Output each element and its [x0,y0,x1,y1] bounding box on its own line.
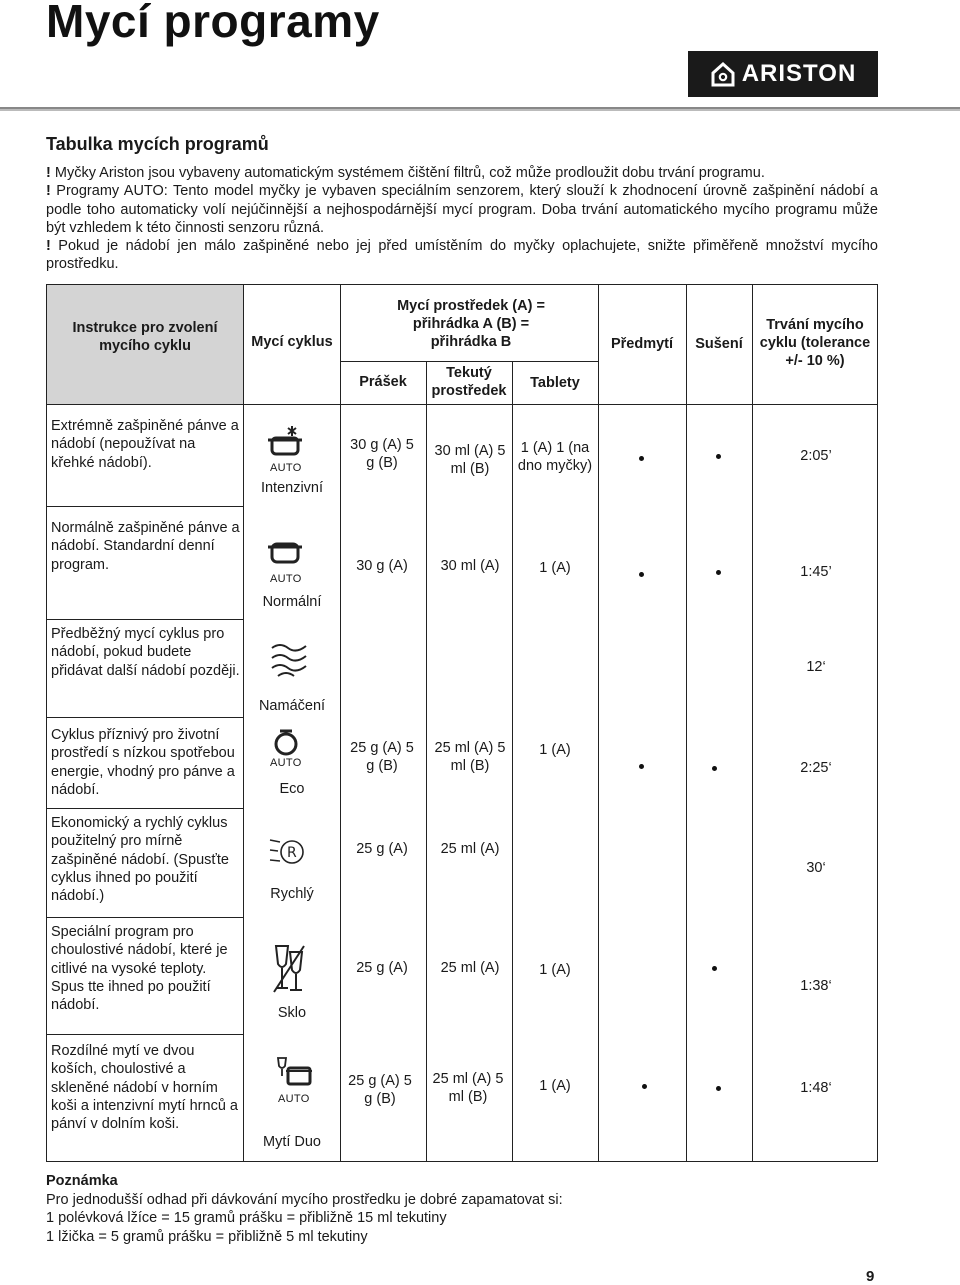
table-rule [46,808,243,809]
powder-dose: 25 g (A) [356,841,408,857]
cycle-name: Intenzivní [260,480,324,496]
table-rule [752,284,753,1162]
row-description: Cyklus příznivý pro životní prostředí s nízkou spotřebou energie, vhodný pro pánve a nádobí. [51,727,235,798]
auto-label: AUTO [270,462,302,474]
intro-paragraph [46,237,878,274]
header-liquid: Tekutý prostředek [431,365,507,399]
cycle-name: Rychlý [270,886,314,902]
note-title: Poznámka [46,1173,118,1189]
row-description: Normálně zašpiněné pánve a nádobí. Standardní denní program. [51,520,240,573]
liquid-dose: 25 ml (A) [440,841,500,857]
table-rule [46,1034,243,1035]
table-rule [686,284,687,1162]
intro-text [46,164,878,274]
note-line: 1 lžička = 5 gramů prášku = přibližně 5 ml tekutiny [46,1228,368,1245]
intro-text-3: Pokud je nádobí jen málo zašpiněné nebo jej před umístěním do myčky oplachujete, snižte přiměřeně množství mycího prostředku. [46,238,878,273]
table-rule [512,361,513,1162]
intensive-pot-icon [266,424,306,460]
table-rule [46,404,878,405]
intro-text-2: Programy AUTO: Tento model myčky je vybaven speciálním senzorem, který slouží k zhodnocení úrovně zašpinění nádobí a podle toho automaticky volí nejúčinnější a nejhospodárnější mycí program. Doba trvání automatického mycího programu může být vzhledem k této činnosti senzoru různá. [46,183,878,236]
prewash-dot [639,572,644,577]
section-title: Tabulka mycích programů [46,134,269,154]
duo-wash-icon [274,1056,318,1090]
table-rule [340,284,341,1162]
cycle-name: Mytí Duo [262,1134,321,1150]
liquid-dose: 25 ml (A) 5 ml (B) [432,1071,504,1106]
page-number: 9 [866,1268,875,1285]
table-rule [46,1161,878,1162]
powder-dose: 30 g (A) [356,558,408,574]
cycle-name: Normální [262,594,322,610]
powder-dose: 25 g (A) [356,960,408,976]
header-powder: Prášek [359,374,407,390]
powder-dose: 25 g (A) 5 g (B) [350,740,414,775]
powder-dose: 25 g (A) 5 g (B) [348,1073,412,1108]
drying-dot [712,766,717,771]
programs-table [46,284,878,1162]
drying-dot [712,966,717,971]
auto-label: AUTO [278,1093,310,1105]
drying-dot [716,570,721,575]
duration: 12‘ [806,659,826,675]
liquid-dose: 30 ml (A) 5 ml (B) [434,443,506,478]
row-description: Předběžný mycí cyklus pro nádobí, pokud budete přidávat další nádobí později. [51,626,240,679]
table-rule [877,284,878,1162]
glass-icon [272,944,306,994]
header-drying: Sušení [695,336,743,352]
header-duration: Trvání mycího cyklu (tolerance +/- 10 %) [759,317,871,369]
page-title: Mycí programy [46,0,380,47]
auto-label: AUTO [270,573,302,585]
eco-pot-icon [270,726,302,758]
warning-mark: ! [46,238,51,255]
liquid-dose: 25 ml (A) [440,960,500,976]
intro-paragraph [46,182,878,237]
drying-dot [716,1086,721,1091]
header-cycle: Mycí cyklus [251,334,333,350]
table-rule [46,284,878,285]
table-rule [426,361,427,1162]
note-line: 1 polévková lžíce = 15 gramů prášku = přibližně 15 ml tekutiny [46,1210,447,1226]
duration: 30‘ [806,860,826,876]
header-divider [0,107,960,111]
row-description: Speciální program pro choulostivé nádobí, které je citlivé na vysoké teploty. Spus tte ihned po použití nádobí. [51,924,228,1014]
tablets-dose: 1 (A) [539,742,571,758]
liquid-dose: 25 ml (A) 5 ml (B) [434,740,506,775]
tablets-dose: 1 (A) [539,962,571,978]
row-description: Ekonomický a rychlý cyklus použitelný pro mírně zašpiněné nádobí. (Spusťte cyklus ihned po použití nádobí.) [51,815,229,905]
tablets-dose: 1 (A) 1 (na dno myčky) [517,440,593,475]
drying-dot [716,454,721,459]
house-logo-icon [710,61,736,87]
tablets-dose: 1 (A) [539,1078,571,1094]
table-rule [243,284,244,1162]
svg-text:R: R [287,845,297,861]
header-tablets: Tablety [530,375,580,391]
table-rule [46,506,243,507]
table-rule [46,717,243,718]
soak-waves-icon [268,640,310,680]
row-description: Rozdílné mytí ve dvou koších, choulostivé a skleněné nádobí v horním koši a intenzivní mytí hrnců a pánví v dolním koši. [51,1043,238,1133]
duration: 1:48‘ [800,1080,832,1096]
ariston-logo [688,51,878,97]
prewash-dot [639,456,644,461]
duration: 2:25‘ [800,760,832,776]
warning-mark: ! [46,183,51,200]
header-instructions: Instrukce pro zvolení mycího cyklu [72,320,218,354]
cycle-name: Eco [279,781,305,797]
auto-label: AUTO [270,757,302,769]
brand-name: ARISTON [741,60,857,87]
tablets-dose: 1 (A) [539,560,571,576]
note-block [46,1172,886,1246]
normal-pot-icon [266,538,306,568]
table-rule [46,619,243,620]
intro-paragraph [46,164,878,182]
prewash-dot [642,1084,647,1089]
table-rule [46,284,47,1162]
duration: 1:45’ [800,564,832,580]
rapid-r-icon [268,830,308,874]
table-rule [598,284,599,1162]
note-line: Pro jednodušší odhad při dávkování mycího prostředku je dobré zapamatovat si: [46,1191,563,1208]
warning-mark: ! [46,165,51,181]
header-detergent: Mycí prostředek (A) = přihrádka A (B) = přihrádka B [397,298,545,350]
duration: 2:05’ [800,448,832,464]
duration: 1:38‘ [800,978,832,994]
liquid-dose: 30 ml (A) [440,558,500,574]
powder-dose: 30 g (A) 5 g (B) [350,437,414,472]
cycle-name: Sklo [277,1005,307,1021]
header-prewash: Předmytí [610,336,674,352]
prewash-dot [639,764,644,769]
cycle-name: Namáčení [258,698,326,714]
row-description: Extrémně zašpiněné pánve a nádobí (nepoužívat na křehké nádobí). [51,418,239,471]
intro-text-1: Myčky Ariston jsou vybaveny automatickým systémem čištění filtrů, což může prodloužit dobu trvání programu. [50,165,765,181]
table-rule [46,917,243,918]
